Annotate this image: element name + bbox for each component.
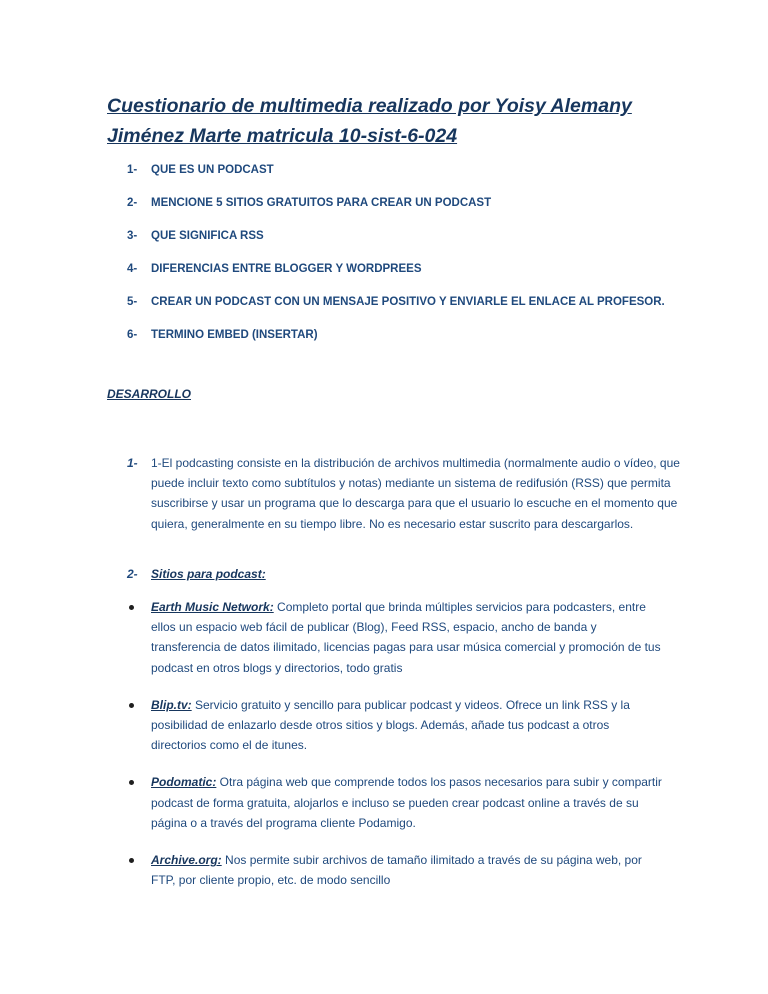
answer-2 (127, 564, 687, 584)
question-number: 6- (127, 329, 138, 341)
bullet-icon (129, 703, 134, 708)
question-text: MENCIONE 5 SITIOS GRATUITOS PARA CREAR UN PODCAST (151, 197, 492, 209)
question-text: QUE SIGNIFICA RSS (151, 230, 264, 242)
site-name: Earth Music Network: (151, 600, 274, 614)
site-name: Podomatic: (151, 775, 217, 790)
question-item (127, 197, 665, 230)
list-item (127, 695, 667, 756)
question-list (127, 164, 665, 362)
site-description: Completo portal que brinda múltiples servicios para podcasters, entre ellos un espacio web fácil de publicar (Blog), Feed RSS, espacio, ancho de banda y transferencia de datos ilimitado, licencias pagas para usar música comercial y promoción de tus podcast en otros blogs y directorios, todo gratis (151, 600, 661, 675)
answer-number: 1- (127, 456, 138, 470)
question-text: CREAR UN PODCAST CON UN MENSAJE POSITIVO Y ENVIARLE EL ENLACE AL PROFESOR. (151, 296, 665, 308)
question-number: 5- (127, 296, 138, 308)
site-name: Blip.tv: (151, 697, 192, 712)
answer-text: 1-El podcasting consiste en la distribución de archivos multimedia (normalmente audio o vídeo, que puede incluir texto como subtítulos y notas) mediante un sistema de redifusión (RSS) que permita suscribirse y usar un programa que lo descarga para que el usuario lo escuche en el momento que quiera, generalmente en su tiempo libre. No es necesario estar suscrito para descargarlos. (151, 456, 680, 531)
answer-number: 2- (127, 567, 138, 581)
bullet-icon (129, 858, 134, 863)
question-number: 1- (127, 164, 138, 176)
answer-1 (127, 453, 687, 534)
question-item (127, 164, 665, 197)
site-description: Servicio gratuito y sencillo para publicar podcast y videos. Ofrece un link RSS y la posibilidad de enlazarlo desde otros sitios y blogs. Además, añade tus podcast a otros directorios como el de itunes. (151, 697, 630, 753)
site-description: Otra página web que comprende todos los pasos necesarios para subir y compartir podcast de forma gratuita, alojarlos e incluso se pueden crear podcast online a través de su página o a través del programa cliente Podamigo. (151, 775, 662, 830)
question-number: 3- (127, 230, 138, 242)
sites-list (127, 597, 667, 907)
list-item (127, 850, 667, 890)
question-text: TERMINO EMBED (INSERTAR) (151, 329, 318, 341)
question-number: 2- (127, 197, 138, 209)
site-description: Nos permite subir archivos de tamaño ilimitado a través de su página web, por FTP, por cliente propio, etc. de modo sencillo (151, 853, 642, 888)
list-item (127, 597, 667, 678)
question-text: DIFERENCIAS ENTRE BLOGGER Y WORDPREES (151, 263, 422, 275)
document-title: Cuestionario de multimedia realizado por Yoisy Alemany Jiménez Marte matricula 10-sist-6-024 (107, 95, 632, 147)
question-item (127, 329, 665, 362)
question-item (127, 230, 665, 263)
section-heading: DESARROLLO (107, 387, 191, 401)
bullet-icon (129, 605, 134, 610)
question-number: 4- (127, 263, 138, 275)
answer-subheading: Sitios para podcast: (151, 567, 266, 581)
question-item (127, 263, 665, 296)
list-item (127, 772, 667, 833)
bullet-icon (129, 780, 134, 785)
question-text: QUE ES UN PODCAST (151, 164, 274, 176)
question-item (127, 296, 665, 329)
site-name: Archive.org: (151, 853, 222, 868)
